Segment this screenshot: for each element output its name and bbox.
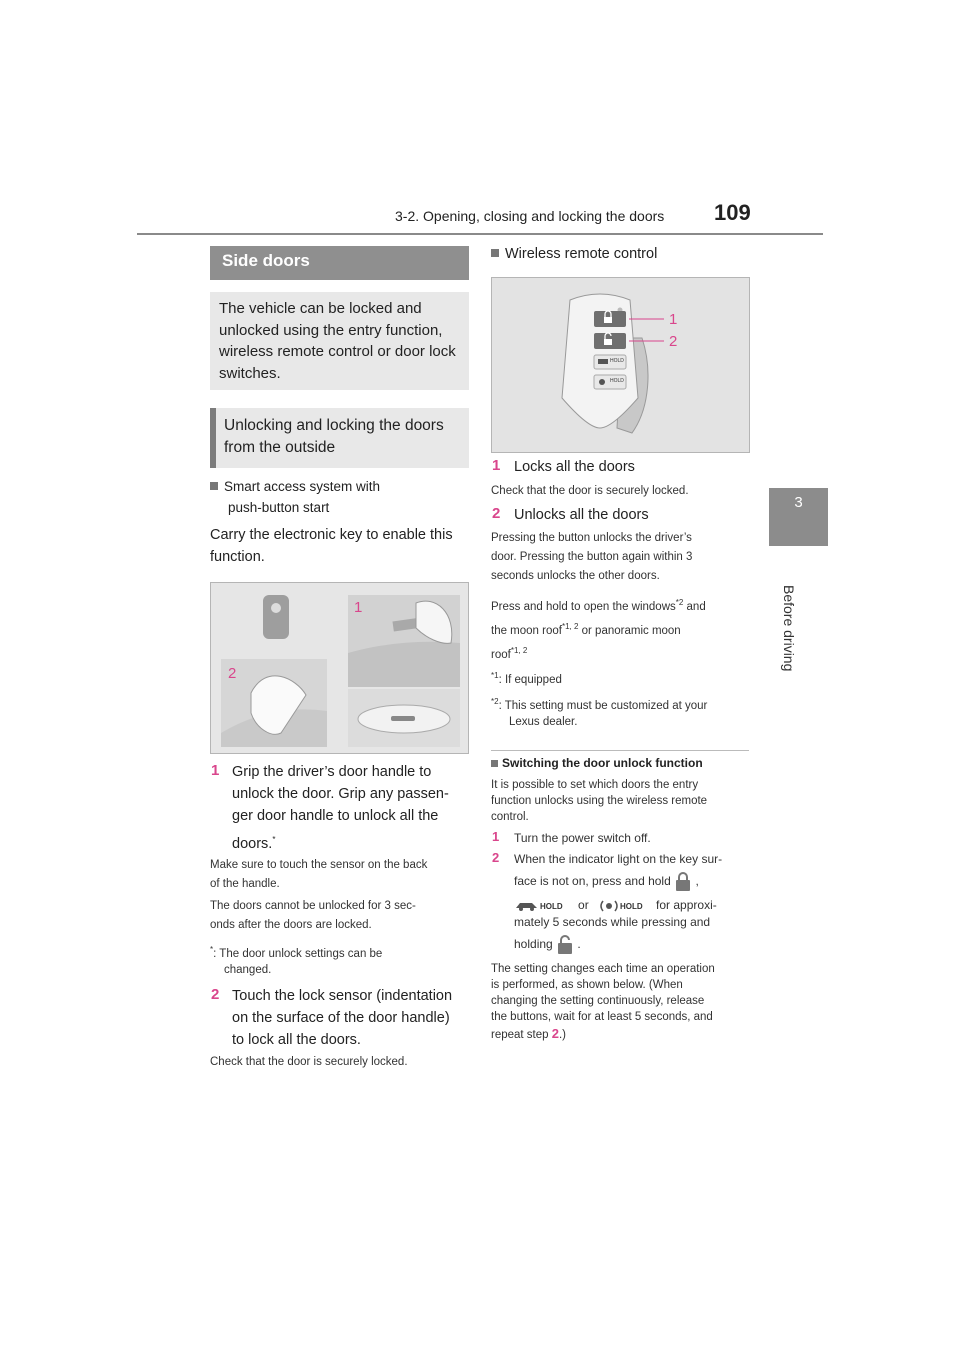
switching-step-2-line4: mately 5 seconds while pressing and (514, 915, 711, 929)
subheading-accent-bar (210, 408, 216, 468)
key-hold-text-2: HOLD (610, 378, 624, 384)
note-1-line2: of the handle. (210, 878, 280, 890)
figure-label-2: 2 (228, 665, 237, 682)
wireless-step-1-number: 1 (492, 457, 501, 474)
switching-step-2-line3: HOLD or HOLD for approxi- (514, 897, 717, 916)
note-3: Check that the door is securely locked. (210, 1056, 408, 1068)
switching-step-2-number: 2 (492, 850, 500, 865)
step-1-line4: doors.* (232, 835, 276, 852)
lock-icon (674, 872, 692, 892)
figure-label-1: 1 (354, 599, 363, 616)
square-bullet-icon (491, 760, 498, 767)
note-2-line1: The doors cannot be unlocked for 3 sec- (210, 900, 416, 912)
alarm-hold-icon (598, 900, 620, 912)
switching-step-1-number: 1 (492, 829, 500, 844)
hold-label-2: HOLD (620, 902, 643, 911)
wireless-note-line5: the moon roof$^{*1, 2}$ or panoramic moon (491, 622, 681, 637)
footnote-marker: * (272, 835, 276, 844)
switching-intro-line1: It is possible to set which doors the entry (491, 779, 699, 791)
step-2-line3: to lock all the doors. (232, 1032, 361, 1048)
door-handle-illustration (211, 583, 468, 753)
note-2-line2: onds after the doors are locked. (210, 919, 372, 931)
switching-intro-line2: function unlocks using the wireless remote (491, 795, 708, 807)
wireless-footnote-2-line2: Lexus dealer. (509, 716, 578, 728)
switching-step-2-line5: holding . (514, 935, 581, 955)
wireless-footnote-1: $^{*1}$: If equipped (491, 671, 562, 686)
smart-access-heading: Smart access system with (210, 476, 380, 497)
footnote-line2: changed. (224, 964, 272, 976)
key-figure-label-2: 2 (669, 333, 678, 350)
header-rule (137, 233, 823, 235)
switching-step-2-line1: When the indicator light on the key sur- (514, 852, 723, 866)
switching-note-line2: is performed, as shown below. (When (491, 979, 683, 991)
step-2-line2: on the surface of the door handle) (232, 1010, 450, 1026)
door-handle-figure (210, 582, 469, 754)
step-1-line3: ger door handle to unlock all the (232, 808, 439, 824)
side-doors-intro: The vehicle can be locked and unlocked using the entry function, wireless remote control or door lock switches. (219, 300, 456, 382)
smart-access-body: Carry the electronic key to enable this function. (210, 527, 453, 565)
wireless-note-line2: door. Pressing the button again within 3 (491, 551, 693, 563)
hold-label-1: HOLD (540, 902, 563, 911)
wireless-note-line4: Press and hold to open the windows$^{*2}$ and (491, 598, 706, 613)
wireless-note-line3: seconds unlocks the other doors. (491, 570, 660, 582)
section-divider (491, 750, 749, 751)
chapter-tab-number: 3 (794, 494, 803, 511)
key-fob-illustration (492, 278, 749, 452)
step-reference: 2 (551, 1026, 559, 1041)
wireless-note-line1: Pressing the button unlocks the driver’s (491, 532, 692, 544)
step-1-line2: unlock the door. Grip any passen- (232, 786, 449, 802)
key-hold-text-1: HOLD (610, 358, 624, 364)
wireless-step-2-number: 2 (492, 505, 501, 522)
note-1-line1: Make sure to touch the sensor on the back (210, 859, 428, 871)
step-2-line1: Touch the lock sensor (indentation (232, 988, 453, 1004)
wireless-step-1-note: Check that the door is securely locked. (491, 485, 689, 497)
section-title: 3-2. Opening, closing and locking the doors (395, 208, 665, 224)
square-bullet-icon (210, 482, 218, 490)
switching-note-line4: the buttons, wait for at least 5 seconds, and (491, 1011, 713, 1023)
smart-access-heading-line2: push-button start (228, 500, 330, 515)
side-doors-heading: Side doors (222, 251, 310, 270)
key-figure-label-1: 1 (669, 311, 678, 328)
switching-note-line3: changing the setting continuously, release (491, 995, 705, 1007)
side-doors-heading-band (210, 246, 469, 280)
page-number: 109 (714, 200, 751, 225)
switching-note-line1: The setting changes each time an operation (491, 963, 715, 975)
wireless-step-1: Locks all the doors (514, 459, 635, 475)
side-doors-intro-box (210, 292, 469, 390)
step-1-number: 1 (211, 762, 220, 779)
car-hold-icon (514, 900, 540, 912)
wireless-heading: Wireless remote control (491, 244, 657, 265)
wireless-step-2: Unlocks all the doors (514, 507, 649, 523)
wireless-note-line6: roof$^{*1, 2}$ (491, 646, 528, 661)
switching-note-line5: repeat step 2.) (491, 1026, 567, 1041)
step-2-number: 2 (211, 986, 220, 1003)
square-bullet-icon (491, 249, 499, 257)
switching-heading: Switching the door unlock function (491, 756, 703, 770)
footnote-line1: *: The door unlock settings can be (210, 945, 383, 960)
chapter-tab-label: Before driving (781, 585, 797, 672)
unlock-icon (556, 935, 574, 955)
key-fob-figure (491, 277, 750, 453)
step-1-line1: Grip the driver’s door handle to (232, 764, 432, 780)
outside-subheading: Unlocking and locking the doors from the outside (224, 417, 444, 456)
wireless-footnote-2-line1: $^{*2}$: This setting must be customized at your (491, 697, 708, 712)
switching-step-1: Turn the power switch off. (514, 831, 651, 845)
switching-intro-line3: control. (491, 811, 529, 823)
switching-step-2-line2: face is not on, press and hold , (514, 872, 699, 892)
outside-subheading-band (210, 408, 469, 468)
